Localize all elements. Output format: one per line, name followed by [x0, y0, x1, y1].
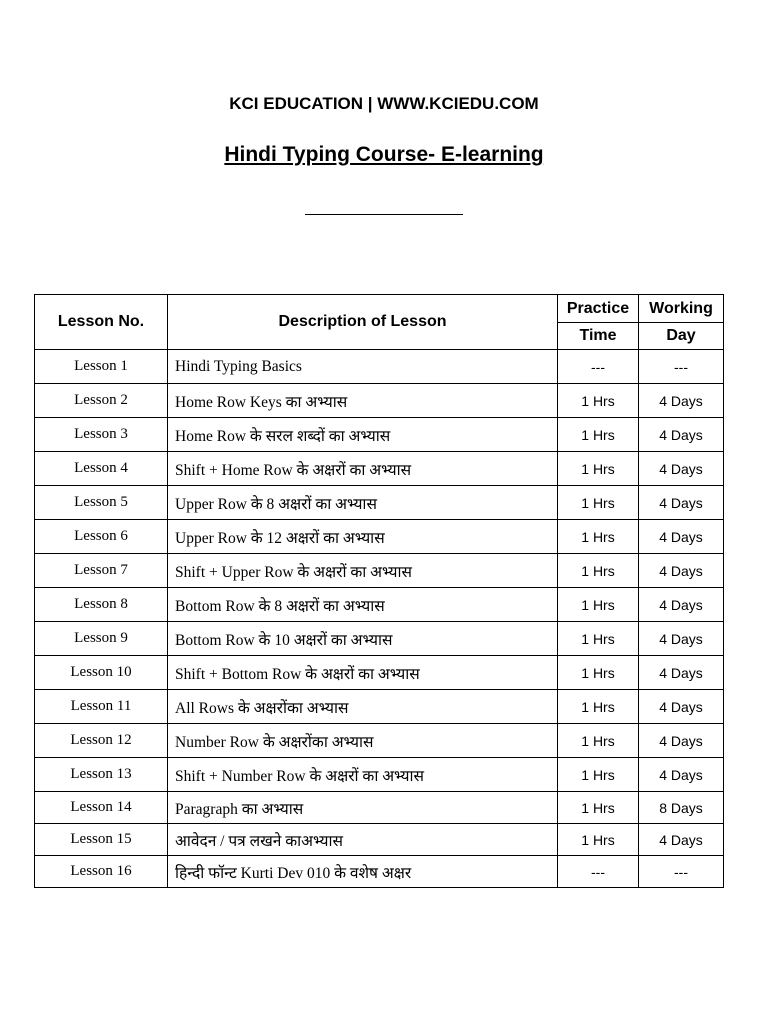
table-row	[35, 824, 724, 856]
working-day-cell: 4 Days	[639, 690, 724, 724]
practice-time-cell: 1 Hrs	[558, 690, 639, 724]
table-row	[35, 452, 724, 486]
table-row	[35, 792, 724, 824]
working-day-cell: 4 Days	[639, 418, 724, 452]
practice-time-cell: ---	[558, 856, 639, 888]
practice-time-cell: 1 Hrs	[558, 824, 639, 856]
header-working-day: Day	[639, 323, 724, 350]
working-day-cell: 4 Days	[639, 520, 724, 554]
lesson-description-cell: Shift + Upper Row के अक्षरों का अभ्यास	[168, 554, 558, 588]
lesson-number-cell: Lesson 7	[35, 554, 168, 588]
organization-header: KCI EDUCATION | WWW.KCIEDU.COM	[229, 94, 539, 113]
lesson-description-cell: Bottom Row के 8 अक्षरों का अभ्यास	[168, 588, 558, 622]
lesson-table	[34, 294, 724, 888]
working-day-cell: 4 Days	[639, 588, 724, 622]
lesson-number-cell: Lesson 5	[35, 486, 168, 520]
lesson-number-cell: Lesson 8	[35, 588, 168, 622]
lesson-description-cell: हिन्दी फॉन्ट Kurti Dev 010 के वशेष अक्षर	[168, 856, 558, 888]
table-row	[35, 554, 724, 588]
lesson-description-cell: Hindi Typing Basics	[168, 350, 558, 384]
practice-time-cell: 1 Hrs	[558, 452, 639, 486]
lesson-description-cell: Upper Row के 12 अक्षरों का अभ्यास	[168, 520, 558, 554]
lesson-number-cell: Lesson 9	[35, 622, 168, 656]
lesson-description-cell: Shift + Bottom Row के अक्षरों का अभ्यास	[168, 656, 558, 690]
table-row	[35, 520, 724, 554]
practice-time-cell: 1 Hrs	[558, 588, 639, 622]
table-row	[35, 384, 724, 418]
lesson-number-cell: Lesson 10	[35, 656, 168, 690]
practice-time-cell: 1 Hrs	[558, 758, 639, 792]
practice-time-cell: 1 Hrs	[558, 622, 639, 656]
practice-time-cell: 1 Hrs	[558, 792, 639, 824]
page-title: Hindi Typing Course- E-learning	[224, 143, 544, 166]
practice-time-cell: 1 Hrs	[558, 520, 639, 554]
practice-time-cell: ---	[558, 350, 639, 384]
working-day-cell: 4 Days	[639, 656, 724, 690]
header-practice: Practice	[558, 295, 639, 323]
practice-time-cell: 1 Hrs	[558, 724, 639, 758]
table-row	[35, 690, 724, 724]
lesson-number-cell: Lesson 13	[35, 758, 168, 792]
lesson-number-cell: Lesson 3	[35, 418, 168, 452]
lesson-number-cell: Lesson 4	[35, 452, 168, 486]
lesson-rows	[35, 350, 724, 888]
table-row	[35, 588, 724, 622]
table-row	[35, 418, 724, 452]
practice-time-cell: 1 Hrs	[558, 418, 639, 452]
lesson-description-cell: Home Row के सरल शब्दों का अभ्यास	[168, 418, 558, 452]
table-row	[35, 856, 724, 888]
lesson-description-cell: Upper Row के 8 अक्षरों का अभ्यास	[168, 486, 558, 520]
lesson-number-cell: Lesson 11	[35, 690, 168, 724]
working-day-cell: 4 Days	[639, 384, 724, 418]
header-description: Description of Lesson	[168, 295, 558, 350]
lesson-description-cell: All Rows के अक्षरोंका अभ्यास	[168, 690, 558, 724]
table-row	[35, 622, 724, 656]
working-day-cell: 4 Days	[639, 724, 724, 758]
lesson-number-cell: Lesson 14	[35, 792, 168, 824]
lesson-description-cell: Number Row के अक्षरोंका अभ्यास	[168, 724, 558, 758]
table-row	[35, 724, 724, 758]
lesson-description-cell: Bottom Row के 10 अक्षरों का अभ्यास	[168, 622, 558, 656]
practice-time-cell: 1 Hrs	[558, 554, 639, 588]
table-row	[35, 758, 724, 792]
lesson-number-cell: Lesson 15	[35, 824, 168, 856]
lesson-description-cell: Paragraph का अभ्यास	[168, 792, 558, 824]
working-day-cell: 4 Days	[639, 486, 724, 520]
lesson-description-cell: Shift + Number Row के अक्षरों का अभ्यास	[168, 758, 558, 792]
lesson-description-cell: आवेदन / पत्र लखने काअभ्यास	[168, 824, 558, 856]
header-lesson-no: Lesson No.	[35, 295, 168, 350]
working-day-cell: ---	[639, 350, 724, 384]
table-row	[35, 656, 724, 690]
header-practice-time: Time	[558, 323, 639, 350]
lesson-number-cell: Lesson 6	[35, 520, 168, 554]
practice-time-cell: 1 Hrs	[558, 384, 639, 418]
lesson-number-cell: Lesson 1	[35, 350, 168, 384]
working-day-cell: 4 Days	[639, 554, 724, 588]
lesson-description-cell: Home Row Keys का अभ्यास	[168, 384, 558, 418]
lesson-number-cell: Lesson 2	[35, 384, 168, 418]
working-day-cell: 4 Days	[639, 622, 724, 656]
table-row	[35, 486, 724, 520]
table-row	[35, 350, 724, 384]
lesson-number-cell: Lesson 12	[35, 724, 168, 758]
title-divider	[305, 214, 463, 215]
working-day-cell: 4 Days	[639, 452, 724, 486]
working-day-cell: 4 Days	[639, 758, 724, 792]
working-day-cell: ---	[639, 856, 724, 888]
lesson-description-cell: Shift + Home Row के अक्षरों का अभ्यास	[168, 452, 558, 486]
lesson-number-cell: Lesson 16	[35, 856, 168, 888]
header-working: Working	[639, 295, 724, 323]
working-day-cell: 8 Days	[639, 792, 724, 824]
working-day-cell: 4 Days	[639, 824, 724, 856]
practice-time-cell: 1 Hrs	[558, 656, 639, 690]
practice-time-cell: 1 Hrs	[558, 486, 639, 520]
